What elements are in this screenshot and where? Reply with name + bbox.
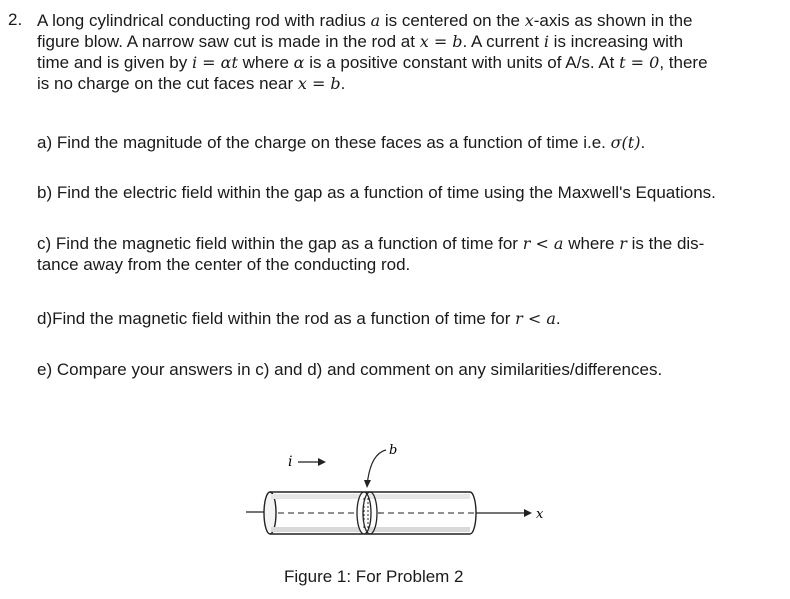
axis-arrowhead — [524, 509, 532, 517]
part-d-text: d)Find the magnetic field within the rod as a function of time for — [37, 309, 516, 328]
math-r-lt-a: r < a — [515, 309, 556, 328]
intro-text: where — [237, 53, 294, 72]
part-c-text: tance away from the center of the conducting rod. — [37, 255, 411, 274]
math-r: r — [619, 234, 627, 253]
math-x-eq-b: x = b — [297, 74, 341, 93]
intro-text: is centered on the — [380, 11, 525, 30]
part-b-text: b) Find the electric field within the gap as a function of time using the Maxwell's Equations. — [37, 183, 716, 202]
math-sigma-t: σ(t) — [610, 133, 641, 152]
figure-caption: Figure 1: For Problem 2 — [284, 567, 464, 586]
part-e — [37, 359, 779, 380]
math-x: x — [524, 11, 534, 30]
part-c-text: is the dis- — [626, 234, 705, 253]
part-a — [37, 132, 779, 153]
rod-shading — [271, 494, 470, 499]
math-r-lt-a: r < a — [522, 234, 564, 253]
math-alpha: α — [293, 53, 305, 72]
part-e-text: e) Compare your answers in c) and d) and comment on any similarities/differences. — [37, 360, 663, 379]
label-x: x — [536, 507, 544, 522]
label-i: i — [288, 454, 293, 470]
rod-shading — [271, 527, 470, 532]
rod-figure — [240, 434, 560, 562]
rod-diagram — [240, 434, 560, 562]
part-a-end: . — [640, 133, 646, 152]
intro-text: is increasing with — [548, 32, 684, 51]
intro-text: time and is given by — [37, 53, 192, 72]
intro-text: A long cylindrical conducting rod with radius — [37, 11, 371, 30]
part-d — [37, 308, 779, 329]
math-t-eq-0: t = 0 — [619, 53, 660, 72]
intro-text: -axis as shown in the — [533, 11, 693, 30]
intro-text: , there — [659, 53, 708, 72]
b-pointer-arrowhead — [364, 480, 371, 488]
intro-text: figure blow. A narrow saw cut is made in the rod at — [37, 32, 420, 51]
part-d-end: . — [555, 309, 561, 328]
intro-text: . — [340, 74, 346, 93]
part-c — [37, 233, 779, 275]
math-a: a — [370, 11, 381, 30]
math-x-eq-b: x = b — [419, 32, 463, 51]
label-b: b — [389, 443, 398, 458]
intro-text: is no charge on the cut faces near — [37, 74, 298, 93]
part-c-text: c) Find the magnetic field within the gap as a function of time for — [37, 234, 523, 253]
intro-text: is a positive constant with units of A/s. At — [304, 53, 620, 72]
intro-text: . A current — [462, 32, 544, 51]
math-i: i — [543, 32, 549, 51]
part-c-text: where — [563, 234, 620, 253]
part-a-text: a) Find the magnitude of the charge on these faces as a function of time i.e. — [37, 133, 611, 152]
current-arrowhead — [318, 458, 326, 466]
problem-number: 2. — [8, 10, 23, 29]
part-b — [37, 182, 779, 203]
math-i-eq-at: i = αt — [191, 53, 238, 72]
problem-intro — [37, 10, 779, 94]
